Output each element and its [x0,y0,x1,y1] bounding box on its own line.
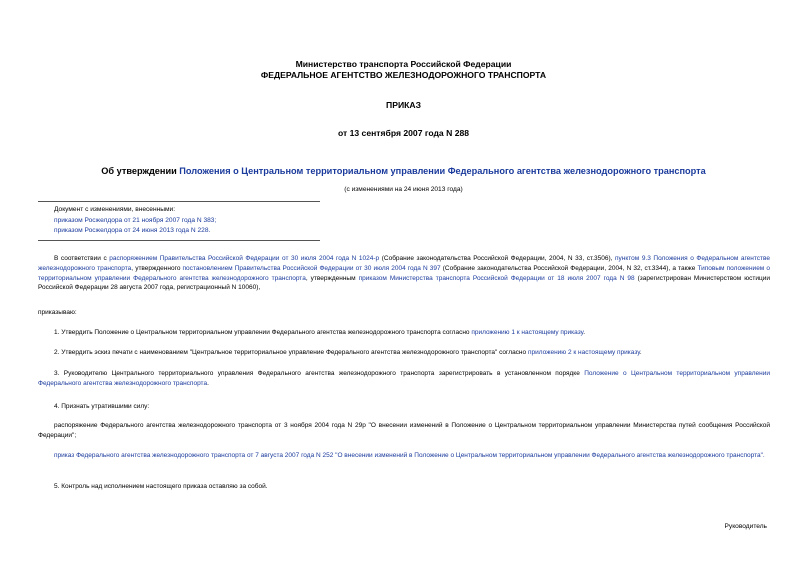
amendments-title: Документ с изменениями, внесенными: [54,206,176,213]
preamble-link-order[interactable]: приказом Министерства транспорта Российской Федерации от 18 июля 2007 года N 98 [358,274,635,282]
item-1-text: 1. Утвердить Положение о Центральном территориальном управлении Федерального агентства железнодорожного транспорта согласно [54,329,472,336]
regulation-link[interactable]: Положение о Центральном территориальном управлении Федерального агентства железнодорожного транспорта [38,370,770,387]
preamble-paragraph [38,254,770,293]
appendix-2-link[interactable]: приложению 2 к настоящему приказу [527,349,640,356]
amendments-box [38,205,320,237]
item-2: 2. Утвердить эскиз печати с наименованием "Центральное территориальное управление Федерального агентства железнодорожного транспорта" согласно приложению 2 к настоящему приказу. [54,349,642,356]
preamble-link-resolution[interactable]: постановлением Правительства Российской Федерации от 30 июля 2004 года N 397 [182,264,441,272]
preamble-text: (Собрание законодательства Российской Федерации, 2004, N 32, ст.3344), а также [440,264,698,272]
divider-top [38,201,320,202]
order-word: приказываю: [38,309,77,316]
item-5: 5. Контроль над исполнением настоящего приказа оставляю за собой. [54,483,268,490]
preamble-link-decree[interactable]: распоряжением Правительства Российской Федерации от 30 июля 2004 года N 1024-р [109,255,380,262]
item-4b [38,451,770,461]
amendment-link-2[interactable]: приказом Росжелдора от 24 июня 2013 года N 228. [54,227,211,234]
preamble-text: (Собрание законодательства Российской Федерации, 2004, N 33, ст.3506), [379,255,615,262]
changes-note: (с изменениями на 24 июня 2013 года) [344,186,463,193]
item-4: 4. Признать утратившими силу: [54,403,150,410]
item-4a: распоряжение Федерального агентства железнодорожного транспорта от 3 ноября 2004 года N 29р "О внесении изменений в Положение о Центральном территориальном управлении Министерства путей сообщения Российской Федерации"; [38,422,770,439]
item-1: 1. Утвердить Положение о Центральном территориальном управлении Федерального агентства железнодорожного транспорта согласно приложению 1 к настоящему приказу. [54,329,586,336]
amendment-link-1[interactable]: приказом Росжелдора от 21 ноября 2007 года N 383; [54,216,217,224]
item-4b-link[interactable]: приказ Федерального агентства железнодорожного транспорта от 7 августа 2007 года N 252 "О внесении изменений в Положение о Центральном территориальном управлении Федерального агентства железнодорожного транспорта". [54,452,765,459]
appendix-1-link[interactable]: приложению 1 к настоящему приказу [471,329,584,336]
subject-link[interactable]: Положения о Центральном территориальном управлении Федерального агентства железнодорожного транспорта [179,166,706,176]
document-subject [0,166,807,176]
preamble-link-clause[interactable]: пунктом 9.3 Положения о Федеральном агентстве железнодорожного транспорта [38,255,771,272]
agency-heading: ФЕДЕРАЛЬНОЕ АГЕНТСТВО ЖЕЛЕЗНОДОРОЖНОГО ТРАНСПОРТА [260,70,547,80]
signature: Руководитель [724,523,767,530]
preamble-text: , утвержденного [131,264,183,272]
item-2-text: 2. Утвердить эскиз печати с наименованием "Центральное территориальное управление Федерального агентства железнодорожного транспорта" согласно [54,349,528,356]
preamble-link-typical[interactable]: Типовым положением о территориальном управлении Федерального агентства железнодорожного транспорта [38,264,770,282]
preamble-text: В соответствии с [54,255,110,262]
ministry-heading: Министерство транспорта Российской Федерации [295,59,512,69]
divider-bottom [38,240,320,241]
item-3: 3. Руководителю Центрального территориального управления Федерального агентства железнодорожного транспорта зарегистрировать в установленном порядке Положение о Центральном территориальном управлении Федерального агентства железнодорожного транспорта. [38,370,770,387]
date-number-heading: от 13 сентября 2007 года N 288 [337,128,470,138]
item-3-text: 3. Руководителю Центрального территориального управления Федерального агентства железнодорожного транспорта зарегистрировать в установленном порядке [54,370,585,377]
subject-prefix: Об утверждении [101,166,180,176]
preamble-text: (зарегистрирован Министерством юстиции Российской Федерации 28 августа 2007 года, регистрационный N 10060), [38,274,770,292]
doc-type-heading: ПРИКАЗ [386,100,421,110]
preamble-text: , утвержденным [305,274,359,282]
